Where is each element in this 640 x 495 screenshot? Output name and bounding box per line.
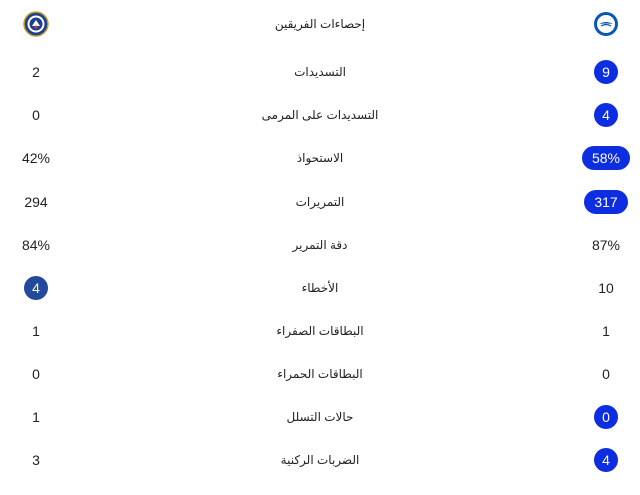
- home-value: 10: [598, 280, 614, 296]
- stat-row-corners: [0, 440, 640, 480]
- stat-row-shots: [0, 52, 640, 92]
- away-team-logo-cell: [0, 4, 76, 44]
- away-value: 3: [32, 452, 40, 468]
- stats-title: إحصاءات الفريقين: [274, 17, 366, 31]
- away-value: 2: [32, 64, 40, 80]
- away-value: 0: [32, 107, 40, 123]
- stat-label: حالات التسلل: [286, 410, 354, 424]
- away-value: 84%: [21, 237, 51, 253]
- stat-row-red-cards: [0, 354, 640, 394]
- stat-row-yellow-cards: [0, 311, 640, 351]
- home-value: 0: [602, 366, 610, 382]
- stat-label: البطاقات الصفراء: [276, 324, 364, 338]
- chelsea-crest-icon: [23, 11, 49, 37]
- stat-label: دقة التمرير: [292, 238, 348, 252]
- home-value-highlight: 4: [594, 448, 618, 472]
- home-value-highlight: 9: [594, 60, 618, 84]
- away-value: 0: [32, 366, 40, 382]
- home-value-highlight: 4: [594, 103, 618, 127]
- away-value: 294: [24, 194, 48, 210]
- home-value-highlight: 0: [594, 405, 618, 429]
- home-value-highlight: 317: [584, 190, 627, 214]
- stat-label: الضربات الركنية: [280, 453, 360, 467]
- away-value: 1: [32, 323, 40, 339]
- stat-row-pass-accuracy: [0, 225, 640, 265]
- stat-label: التسديدات: [294, 65, 346, 79]
- away-value: 42%: [21, 150, 51, 166]
- stat-label: التسديدات على المرمى: [261, 108, 379, 122]
- home-team-logo-cell: [566, 4, 640, 44]
- stats-header-row: [0, 4, 640, 44]
- stat-label: البطاقات الحمراء: [277, 367, 363, 381]
- stat-row-possession: [0, 138, 640, 178]
- stat-row-offsides: [0, 397, 640, 437]
- away-value: 1: [32, 409, 40, 425]
- stat-label: التمريرات: [295, 195, 345, 209]
- stat-row-passes: [0, 182, 640, 222]
- stat-row-fouls: [0, 268, 640, 308]
- stat-label: الاستحواذ: [296, 151, 344, 165]
- stat-row-shots-on-target: [0, 95, 640, 135]
- home-value: 87%: [591, 237, 621, 253]
- brighton-crest-icon: [593, 11, 619, 37]
- home-value: 1: [602, 323, 610, 339]
- away-value-highlight: 4: [24, 276, 48, 300]
- home-value-highlight: 58%: [582, 146, 630, 170]
- stat-label: الأخطاء: [301, 281, 339, 295]
